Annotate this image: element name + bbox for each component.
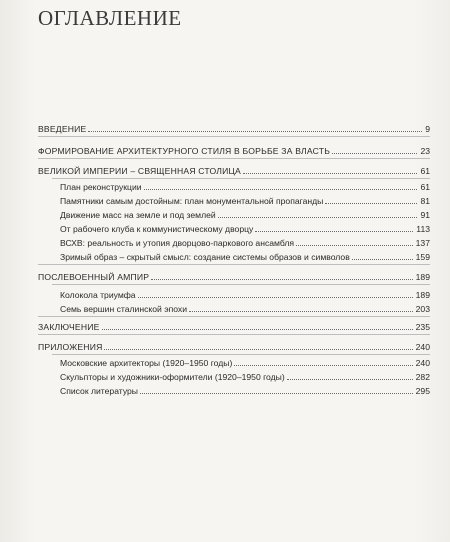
toc-entry-label: ВЕЛИКОЙ ИМПЕРИИ – СВЯЩЕННАЯ СТОЛИЦА [38, 166, 241, 176]
dot-leader [332, 152, 417, 154]
toc-entry-label: Семь вершин сталинской эпохи [60, 304, 188, 314]
toc-entry-page: 295 [415, 386, 430, 396]
toc-subentry[interactable] [60, 290, 430, 300]
toc-entry-page: 81 [420, 196, 430, 206]
section-divider [52, 354, 430, 355]
dot-leader [88, 130, 422, 132]
dot-leader [151, 278, 412, 280]
toc-entry-page: 240 [415, 358, 430, 368]
toc-entry-page: 189 [415, 290, 430, 300]
toc-entry-page: 91 [420, 210, 430, 220]
section-divider [52, 178, 430, 179]
toc-subentry[interactable] [60, 372, 430, 382]
section-divider [38, 316, 430, 317]
toc-entry-page: 9 [425, 124, 430, 134]
toc-entry-label: Движение масс на земле и под землей [60, 210, 216, 220]
toc-entry-page: 203 [415, 304, 430, 314]
toc-subentry[interactable] [60, 252, 430, 262]
toc-entry-label: От рабочего клуба к коммунистическому дворцу [60, 224, 254, 234]
toc-entry-label: ПОСЛЕВОЕННЫЙ АМПИР [38, 272, 150, 282]
dot-leader [287, 378, 413, 380]
dot-leader [189, 310, 413, 312]
toc-subentry[interactable] [60, 304, 430, 314]
toc-entry-page: 282 [415, 372, 430, 382]
toc-entry-page: 137 [415, 238, 430, 248]
toc-subentry[interactable] [60, 358, 430, 368]
toc-entry-page: 61 [420, 182, 430, 192]
dot-leader [234, 364, 412, 366]
page-title: ОГЛАВЛЕНИЕ [38, 6, 182, 30]
toc-entry-page: 189 [415, 272, 430, 282]
section-divider [38, 334, 430, 335]
toc-entry-conclusion[interactable] [38, 322, 430, 332]
dot-leader [104, 348, 412, 350]
toc-entry-label: ВСХВ: реальность и утопия дворцово-паркового ансамбля [60, 238, 295, 248]
toc-subentry[interactable] [60, 196, 430, 206]
toc-entry-label: План реконструкции [60, 182, 142, 192]
section-divider [52, 284, 430, 285]
toc-subentry[interactable] [60, 224, 430, 234]
section-divider [38, 136, 430, 137]
toc-subentry[interactable] [60, 182, 430, 192]
toc-entry-label: ЗАКЛЮЧЕНИЕ [38, 322, 100, 332]
toc-entry-page: 23 [420, 146, 430, 156]
dot-leader [140, 392, 413, 394]
dot-leader [255, 230, 413, 232]
toc-entry-postwar-empire[interactable] [38, 272, 430, 282]
toc-entry-formation[interactable] [38, 146, 430, 156]
dot-leader [144, 188, 418, 190]
dot-leader [296, 244, 413, 246]
toc-entry-label: Памятники самым достойным: план монументальной пропаганды [60, 196, 324, 206]
toc-entry-great-empire[interactable] [38, 166, 430, 176]
toc-entry-label: Московские архитекторы (1920–1950 годы) [60, 358, 233, 368]
toc-entry-page: 61 [420, 166, 430, 176]
toc-entry-introduction[interactable] [38, 124, 430, 134]
toc-entry-label: Колокола триумфа [60, 290, 136, 300]
dot-leader [102, 328, 413, 330]
toc-entry-label: ПРИЛОЖЕНИЯ [38, 342, 103, 352]
toc-entry-label: Скульпторы и художники-оформители (1920–1950 годы) [60, 372, 285, 382]
toc-entry-appendices[interactable] [38, 342, 430, 352]
toc-entry-page: 113 [416, 224, 430, 234]
dot-leader [138, 296, 413, 298]
section-divider [38, 264, 430, 265]
dot-leader [325, 202, 417, 204]
toc-entry-page: 240 [415, 342, 430, 352]
dot-leader [218, 216, 418, 218]
toc-entry-page: 235 [415, 322, 430, 332]
section-divider [38, 158, 430, 159]
dot-leader [243, 172, 417, 174]
toc-subentry[interactable] [60, 238, 430, 248]
toc-entry-label: Список литературы [60, 386, 138, 396]
toc-subentry[interactable] [60, 210, 430, 220]
toc-entry-label: ВВЕДЕНИЕ [38, 124, 87, 134]
dot-leader [352, 258, 413, 260]
toc-subentry[interactable] [60, 386, 430, 396]
toc-entry-label: ФОРМИРОВАНИЕ АРХИТЕКТУРНОГО СТИЛЯ В БОРЬБЕ ЗА ВЛАСТЬ [38, 146, 331, 156]
toc-entry-page: 159 [415, 252, 430, 262]
toc-entry-label: Зримый образ – скрытый смысл: создание системы образов и символов [60, 252, 350, 262]
